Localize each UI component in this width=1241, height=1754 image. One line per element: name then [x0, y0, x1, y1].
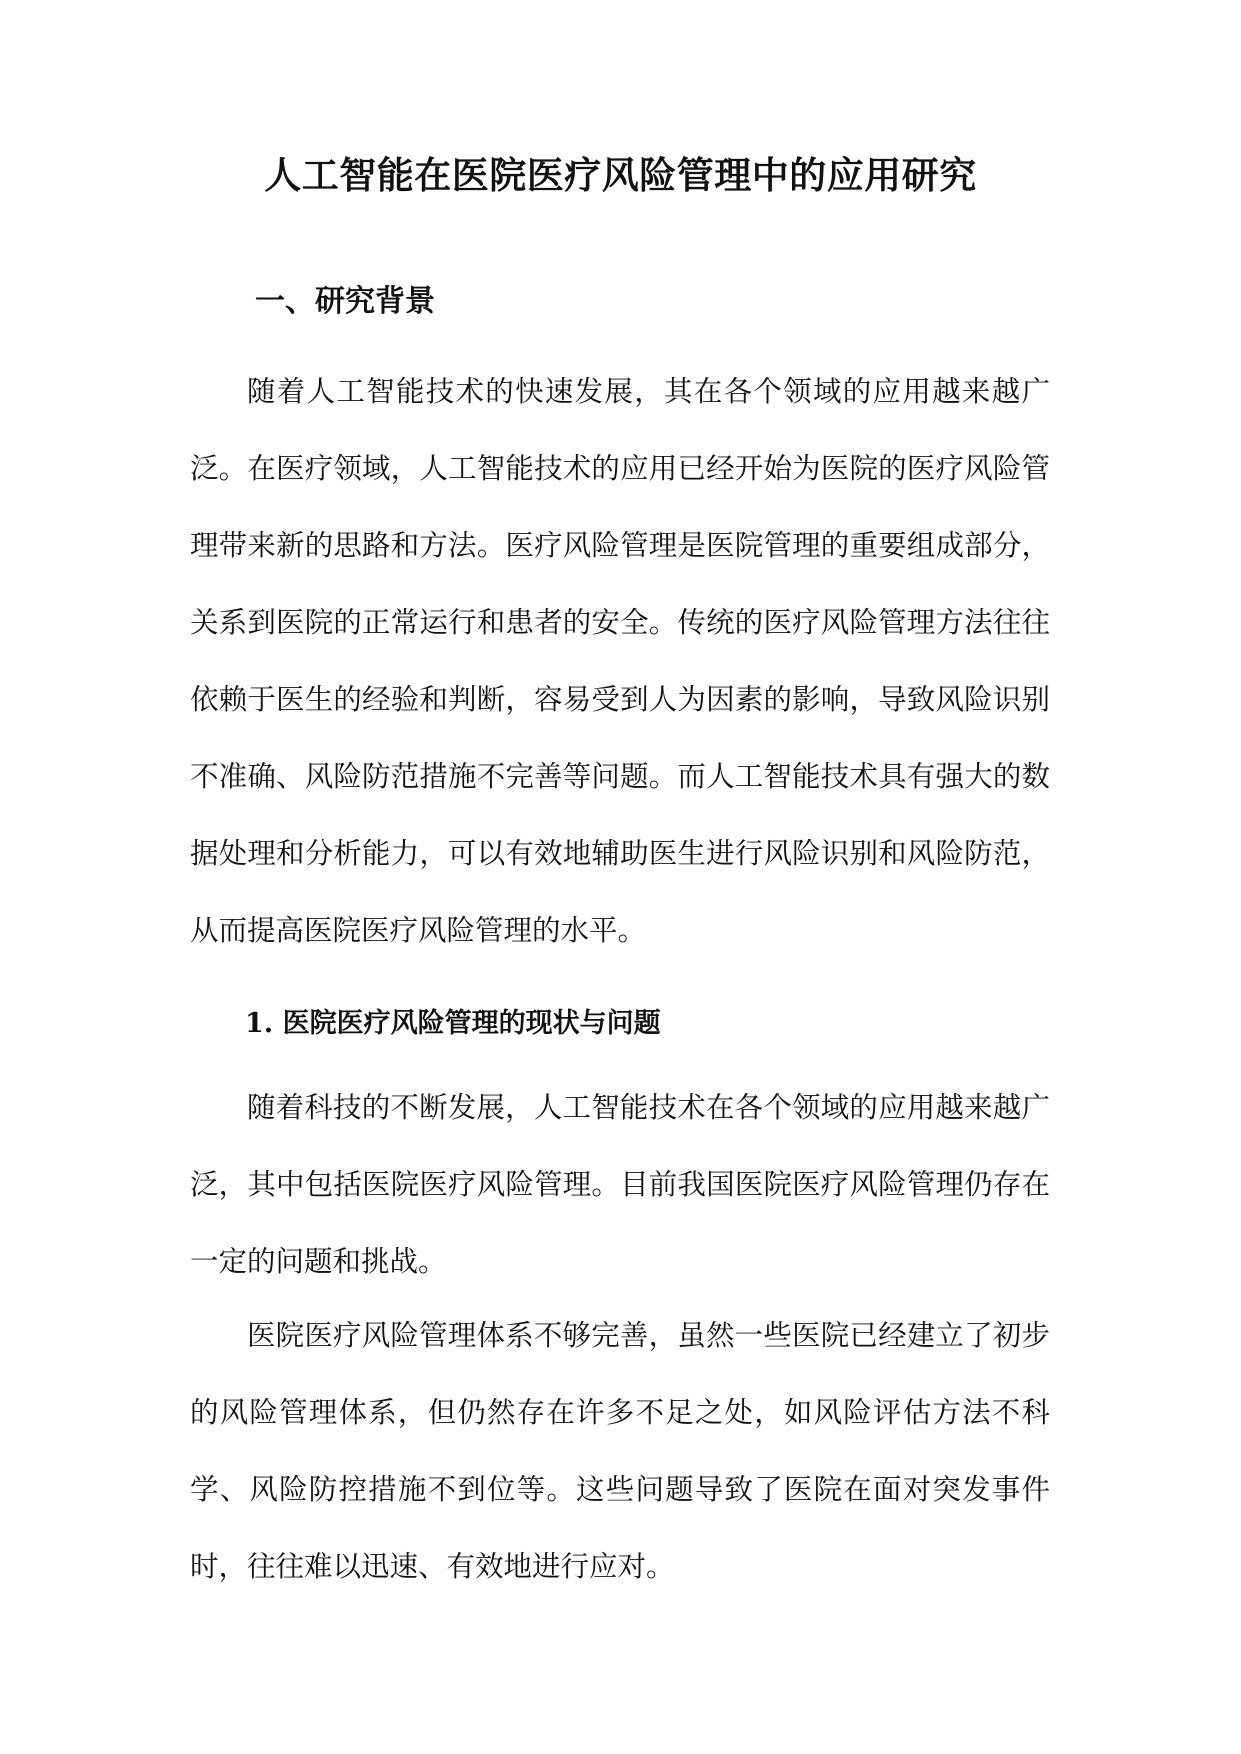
paragraph-management-system: 医院医疗风险管理体系不够完善，虽然一些医院已经建立了初步的风险管理体系，但仍然存在许多不足之处，如风险评估方法不科学、风险防控措施不到位等。这些问题导致了医院在面对突发事件时，往往难以迅速、有效地进行应对。	[190, 1319, 1050, 1583]
paragraph-status-intro: 随着科技的不断发展，人工智能技术在各个领域的应用越来越广泛，其中包括医院医疗风险管理。目前我国医院医疗风险管理仍存在一定的问题和挑战。	[190, 1091, 1050, 1278]
document-title: 人工智能在医院医疗风险管理中的应用研究	[264, 153, 977, 197]
section-heading-research-background: 一、研究背景	[255, 284, 435, 319]
subsection-heading-status-and-problems: 1. 医院医疗风险管理的现状与问题	[245, 1008, 661, 1039]
paragraph-research-background: 随着人工智能技术的快速发展，其在各个领域的应用越来越广泛。在医疗领域，人工智能技术的应用已经开始为医院的医疗风险管理带来新的思路和方法。医疗风险管理是医院管理的重要组成部分，关系到医院的正常运行和患者的安全。传统的医疗风险管理方法往往依赖于医生的经验和判断，容易受到人为因素的影响，导致风险识别不准确、风险防范措施不完善等问题。而人工智能技术具有强大的数据处理和分析能力，可以有效地辅助医生进行风险识别和风险防范，从而提高医院医疗风险管理的水平。	[190, 375, 1050, 947]
